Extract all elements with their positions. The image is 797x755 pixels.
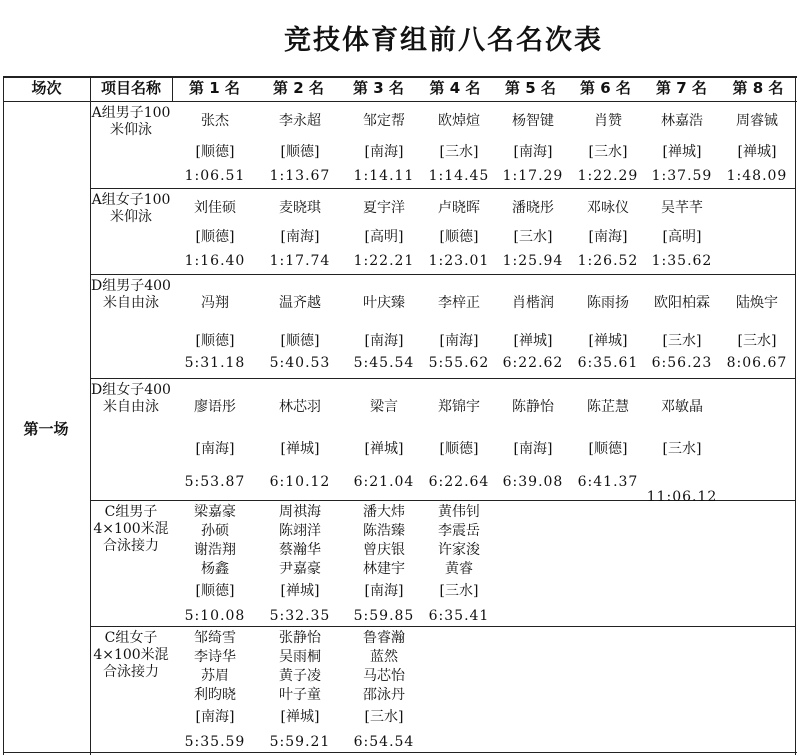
athlete-unit: [三水] <box>439 144 479 160</box>
relay-member: 邹绮雪 <box>194 630 236 646</box>
column-header: 第 3 名 <box>353 79 404 97</box>
relay-unit: [禅城] <box>280 583 320 599</box>
event-name: D组女子400米自由泳 <box>91 382 171 415</box>
athlete-unit: [高明] <box>662 229 702 245</box>
finish-time: 8:06.67 <box>726 355 788 371</box>
finish-time: 5:31.18 <box>184 355 246 371</box>
column-header: 第 5 名 <box>505 79 556 97</box>
event-name: A组男子100米仰泳 <box>91 105 171 138</box>
athlete-unit: [三水] <box>737 333 777 349</box>
athlete-unit: [三水] <box>662 333 702 349</box>
athlete-name: 欧焯煊 <box>438 113 480 129</box>
relay-member: 林建宇 <box>363 561 405 577</box>
athlete-unit: [南海] <box>513 441 553 457</box>
finish-time: 1:35.62 <box>651 253 713 269</box>
relay-member: 曾庆银 <box>363 542 405 558</box>
relay-unit: [顺德] <box>195 583 235 599</box>
relay-member: 蔡瀚华 <box>279 542 321 558</box>
column-header: 第 8 名 <box>732 79 784 97</box>
athlete-unit: [南海] <box>588 229 628 245</box>
relay-member: 吴雨桐 <box>279 649 321 665</box>
athlete-name: 陈雨扬 <box>587 295 629 311</box>
athlete-name: 邹定帮 <box>363 113 405 129</box>
finish-time: 1:22.29 <box>577 168 639 184</box>
athlete-name: 陈芷慧 <box>587 399 629 415</box>
relay-member: 梁嘉豪 <box>194 504 236 520</box>
relay-unit: [南海] <box>364 583 404 599</box>
relay-unit: [三水] <box>439 583 479 599</box>
relay-member: 黄子凌 <box>279 668 321 684</box>
athlete-unit: [南海] <box>513 144 553 160</box>
finish-time: 1:14.45 <box>428 168 490 184</box>
finish-time: 1:13.67 <box>269 168 331 184</box>
athlete-name: 林嘉浩 <box>661 113 703 129</box>
athlete-unit: [南海] <box>364 144 404 160</box>
athlete-name: 廖语彤 <box>194 399 236 415</box>
column-header: 场次 <box>31 79 62 97</box>
athlete-name: 肖楷润 <box>512 295 554 311</box>
finish-time: 1:17.74 <box>269 253 331 269</box>
athlete-unit: [禅城] <box>364 441 404 457</box>
finish-time: 1:23.01 <box>428 253 490 269</box>
athlete-name: 周睿铖 <box>736 113 778 129</box>
finish-time: 1:37.59 <box>651 168 713 184</box>
finish-time: 5:45.54 <box>353 355 415 371</box>
finish-time: 6:10.12 <box>269 474 331 490</box>
athlete-name: 夏宇洋 <box>363 200 405 216</box>
athlete-unit: [顺德] <box>195 333 235 349</box>
relay-member: 谢浩翔 <box>194 542 236 558</box>
row-divider <box>90 626 796 627</box>
column-header: 项目名称 <box>100 79 161 97</box>
event-name: D组男子400米自由泳 <box>91 278 171 311</box>
event-name: C组女子4×100米混合泳接力 <box>93 630 169 680</box>
athlete-name: 邓敏晶 <box>661 399 703 415</box>
relay-member: 孙硕 <box>201 523 229 539</box>
column-header: 第 1 名 <box>189 79 240 97</box>
table-bottom-border <box>3 752 797 753</box>
finish-time: 1:14.11 <box>353 168 415 184</box>
relay-member: 尹嘉豪 <box>279 561 321 577</box>
athlete-unit: [顺德] <box>588 441 628 457</box>
finish-time: 6:56.23 <box>651 355 713 371</box>
athlete-unit: [禅城] <box>588 333 628 349</box>
athlete-name: 杨智键 <box>512 113 554 129</box>
relay-member: 利昀晓 <box>194 687 236 703</box>
athlete-name: 林芯羽 <box>279 399 321 415</box>
page-title: 竞技体育组前八名名次表 <box>284 25 603 56</box>
athlete-name: 叶庆臻 <box>363 295 405 311</box>
athlete-name: 刘佳硕 <box>194 200 236 216</box>
athlete-name: 温齐越 <box>279 295 321 311</box>
column-header: 第 2 名 <box>273 79 324 97</box>
row-divider <box>90 274 796 275</box>
row-divider <box>90 188 796 189</box>
finish-time: 6:22.62 <box>502 355 564 371</box>
relay-time: 5:32.35 <box>269 608 331 624</box>
finish-time: 5:53.87 <box>184 474 246 490</box>
finish-time: 1:48.09 <box>726 168 788 184</box>
relay-member: 李诗华 <box>194 649 236 665</box>
column-header: 第 4 名 <box>429 79 481 97</box>
finish-time: 1:25.94 <box>502 253 564 269</box>
relay-member: 陈浩臻 <box>363 523 405 539</box>
relay-member: 陈翊洋 <box>279 523 321 539</box>
finish-time: 1:17.29 <box>502 168 564 184</box>
finish-time: 1:22.21 <box>353 253 415 269</box>
relay-member: 马芯怡 <box>363 668 405 684</box>
row-divider <box>3 101 797 102</box>
relay-member: 苏眉 <box>201 668 229 684</box>
athlete-name: 陈静怡 <box>512 399 554 415</box>
relay-member: 叶子童 <box>279 687 321 703</box>
relay-member: 黄伟钊 <box>438 504 480 520</box>
relay-unit: [禅城] <box>280 709 320 725</box>
relay-time: 5:59.85 <box>353 608 415 624</box>
athlete-unit: [高明] <box>364 229 404 245</box>
athlete-unit: [顺德] <box>280 144 320 160</box>
athlete-name: 欧阳柏霖 <box>654 295 710 311</box>
athlete-name: 潘晓彤 <box>512 200 554 216</box>
athlete-name: 张杰 <box>201 113 229 129</box>
event-name: C组男子4×100米混合泳接力 <box>93 504 169 554</box>
row-divider <box>90 378 796 379</box>
relay-time: 6:54.54 <box>353 734 415 750</box>
relay-time: 5:35.59 <box>184 734 246 750</box>
column-header: 第 7 名 <box>656 79 707 97</box>
finish-time: 6:21.04 <box>353 474 415 490</box>
athlete-unit: [禅城] <box>513 333 553 349</box>
finish-time: 5:55.62 <box>428 355 490 371</box>
athlete-unit: [顺德] <box>439 441 479 457</box>
athlete-name: 卢晓晖 <box>438 200 480 216</box>
relay-time: 6:35.41 <box>428 608 490 624</box>
athlete-unit: [顺德] <box>280 333 320 349</box>
finish-time: 6:22.64 <box>428 474 490 490</box>
relay-member: 鲁睿瀚 <box>363 630 405 646</box>
athlete-unit: [三水] <box>662 441 702 457</box>
athlete-unit: [南海] <box>195 441 235 457</box>
athlete-unit: [南海] <box>439 333 479 349</box>
relay-member: 黄睿 <box>445 561 473 577</box>
relay-time: 5:59.21 <box>269 734 331 750</box>
finish-time: 11:06.12 <box>646 489 718 505</box>
athlete-name: 吴芊芊 <box>661 200 703 216</box>
athlete-unit: [顺德] <box>195 229 235 245</box>
relay-member: 许家浚 <box>438 542 480 558</box>
finish-time: 6:35.61 <box>577 355 639 371</box>
athlete-name: 李梓正 <box>438 295 480 311</box>
athlete-unit: [三水] <box>513 229 553 245</box>
relay-member: 杨鑫 <box>201 561 229 577</box>
relay-member: 周祺海 <box>279 504 321 520</box>
relay-member: 张静怡 <box>279 630 321 646</box>
relay-member: 李震岳 <box>438 523 480 539</box>
athlete-unit: [顺德] <box>195 144 235 160</box>
athlete-name: 肖赞 <box>594 113 622 129</box>
athlete-name: 郑锦宇 <box>438 399 480 415</box>
athlete-unit: [禅城] <box>737 144 777 160</box>
finish-time: 1:16.40 <box>184 253 246 269</box>
athlete-name: 冯翔 <box>201 295 229 311</box>
relay-member: 邵泳丹 <box>363 687 405 703</box>
athlete-unit: [三水] <box>588 144 628 160</box>
finish-time: 1:26.52 <box>577 253 639 269</box>
athlete-unit: [顺德] <box>439 229 479 245</box>
finish-time: 1:06.51 <box>184 168 246 184</box>
athlete-unit: [禅城] <box>280 441 320 457</box>
relay-time: 5:10.08 <box>184 608 246 624</box>
relay-member: 潘大炜 <box>363 504 405 520</box>
finish-time: 6:39.08 <box>502 474 564 490</box>
finish-time: 6:41.37 <box>577 474 639 490</box>
event-name: A组女子100米仰泳 <box>91 192 171 225</box>
athlete-name: 梁言 <box>370 399 398 415</box>
relay-unit: [三水] <box>364 709 404 725</box>
session-label: 第一场 <box>23 420 69 438</box>
athlete-unit: [南海] <box>280 229 320 245</box>
athlete-name: 邓咏仪 <box>587 200 629 216</box>
finish-time: 5:40.53 <box>269 355 331 371</box>
athlete-name: 麦晓琪 <box>279 200 321 216</box>
relay-member: 蓝然 <box>370 649 398 665</box>
relay-unit: [南海] <box>195 709 235 725</box>
table-left-border <box>3 76 4 755</box>
athlete-unit: [禅城] <box>662 144 702 160</box>
column-header: 第 6 名 <box>580 79 631 97</box>
athlete-name: 李永超 <box>279 113 321 129</box>
athlete-unit: [南海] <box>364 333 404 349</box>
athlete-name: 陆焕宇 <box>736 295 778 311</box>
